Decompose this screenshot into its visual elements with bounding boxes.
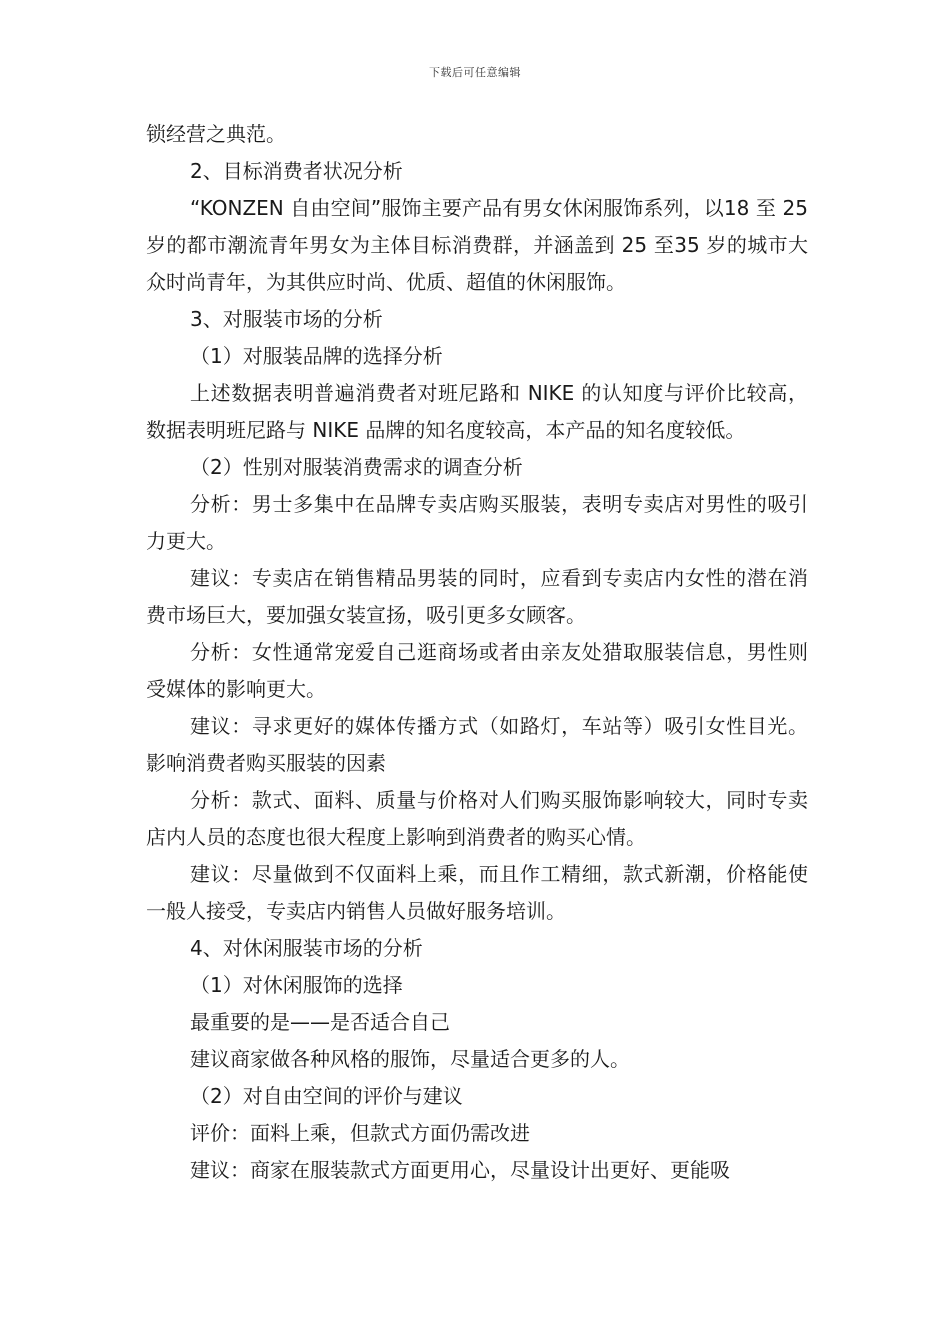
- subsection-heading: （2）性别对服装消费需求的调查分析: [190, 455, 523, 479]
- paragraph: 分析：女性通常宠爱自己逛商场或者由亲友处猎取服装信息，男性则受媒体的影响更大。: [146, 640, 808, 701]
- section-heading: 4、对休闲服装市场的分析: [190, 936, 423, 960]
- subsection-heading: （1）对休闲服饰的选择: [190, 973, 403, 997]
- paragraph: 锁经营之典范。: [146, 122, 286, 146]
- paragraph: 建议：专卖店在销售精品男装的同时，应看到专卖店内女性的潜在消费市场巨大，要加强女装宣扬，吸引更多女顾客。: [146, 566, 808, 627]
- paragraph: 建议：寻求更好的媒体传播方式（如路灯，车站等）吸引女性目光。影响消费者购买服装的因素: [146, 714, 808, 775]
- document-body: [146, 116, 808, 1189]
- paragraph: “KONZEN 自由空间”服饰主要产品有男女休闲服饰系列，以18 至 25 岁的都市潮流青年男女为主体目标消费群，并涵盖到 25 至35 岁的城市大众时尚青年，为其供应时尚、优质、超值的休闲服饰。: [146, 196, 808, 294]
- paragraph: 建议：尽量做到不仅面料上乘，而且作工精细，款式新潮，价格能使一般人接受，专卖店内销售人员做好服务培训。: [146, 862, 808, 923]
- paragraph: 评价：面料上乘，但款式方面仍需改进: [190, 1121, 530, 1145]
- paragraph: 分析：男士多集中在品牌专卖店购买服装，表明专卖店对男性的吸引力更大。: [146, 492, 808, 553]
- paragraph: 上述数据表明普遍消费者对班尼路和 NIKE 的认知度与评价比较高，数据表明班尼路与 NIKE 品牌的知名度较高，本产品的知名度较低。: [146, 381, 808, 442]
- paragraph: 分析：款式、面料、质量与价格对人们购买服饰影响较大，同时专卖店内人员的态度也很大程度上影响到消费者的购买心情。: [146, 788, 808, 849]
- page-header: 下载后可任意编辑: [429, 66, 521, 79]
- subsection-heading: （2）对自由空间的评价与建议: [190, 1084, 463, 1108]
- section-heading: 3、对服装市场的分析: [190, 307, 383, 331]
- subsection-heading: （1）对服装品牌的选择分析: [190, 344, 443, 368]
- paragraph: 建议商家做各种风格的服饰，尽量适合更多的人。: [190, 1047, 630, 1071]
- section-heading: 2、目标消费者状况分析: [190, 159, 403, 183]
- paragraph: 建议：商家在服装款式方面更用心，尽量设计出更好、更能吸: [190, 1158, 730, 1182]
- paragraph: 最重要的是——是否适合自己: [190, 1010, 450, 1034]
